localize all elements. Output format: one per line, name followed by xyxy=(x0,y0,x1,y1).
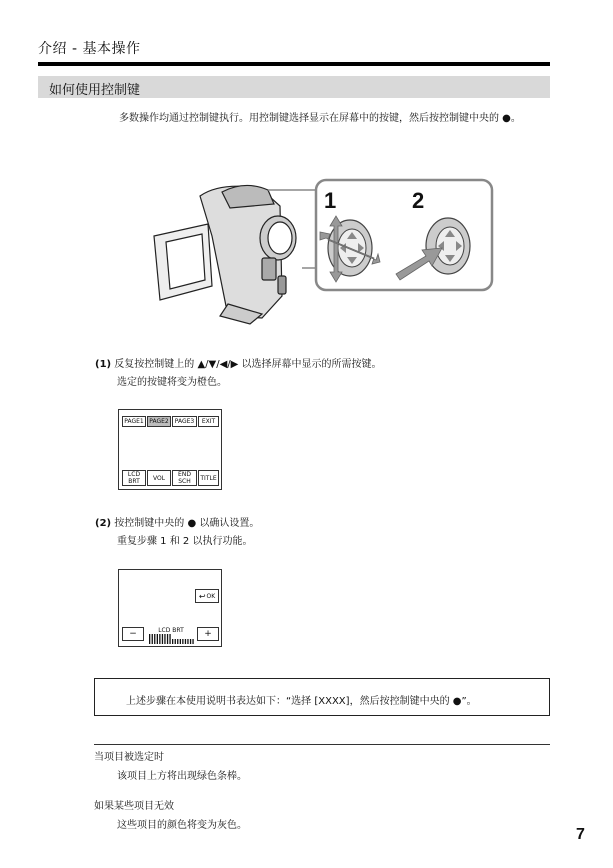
level-tick xyxy=(167,634,168,644)
step-2-number: (2) xyxy=(95,518,112,529)
level-tick xyxy=(159,634,160,644)
level-tick xyxy=(149,634,150,644)
tips-divider xyxy=(94,744,550,745)
return-icon: ↩ xyxy=(198,591,206,601)
screen-page-menu xyxy=(118,409,222,490)
minus-button[interactable]: − xyxy=(122,627,144,641)
title-button[interactable]: TITLE xyxy=(198,470,219,486)
tab-page3[interactable]: PAGE3 xyxy=(172,416,197,427)
level-tick xyxy=(154,634,155,644)
header-rule xyxy=(38,62,550,66)
step-1 xyxy=(95,356,382,374)
step-2 xyxy=(95,515,259,533)
level-tick xyxy=(164,634,165,644)
figure-label-1: 1 xyxy=(324,188,337,213)
lcd-brt-button[interactable]: LCD BRT xyxy=(122,470,146,486)
level-tick xyxy=(192,639,193,644)
level-tick xyxy=(162,634,163,644)
step-1-line1: 反复按控制键上的 ▲/▼/◀/▶ 以选择屏幕中显示的所需按键。 xyxy=(114,359,382,370)
level-tick xyxy=(180,639,181,644)
tip-body-invalid: 这些项目的颜色将变为灰色。 xyxy=(117,820,247,831)
figure-label-2: 2 xyxy=(412,188,425,213)
tab-page2[interactable]: PAGE2 xyxy=(147,416,171,427)
step-2-line2: 重复步骤 1 和 2 以执行功能。 xyxy=(117,536,253,547)
level-tick xyxy=(172,639,173,644)
intro-paragraph: 多数操作均通过控制键执行。用控制键选择显示在屏幕中的按键，然后按控制键中央的 ●。 xyxy=(119,113,521,124)
step-1-number: (1) xyxy=(95,359,112,370)
level-tick xyxy=(187,639,188,644)
ok-button[interactable] xyxy=(195,589,219,603)
level-tick xyxy=(182,639,183,644)
page-number: 7 xyxy=(576,826,585,843)
tip-heading-invalid: 如果某些项目无效 xyxy=(94,801,174,812)
camcorder-illustration xyxy=(150,176,495,328)
plus-button[interactable]: + xyxy=(197,627,219,641)
level-tick xyxy=(152,634,153,644)
level-tick xyxy=(157,634,158,644)
note-text: 上述步骤在本使用说明书表达如下：“选择 [XXXX]，然后按控制键中央的 ●”。 xyxy=(126,696,477,707)
level-tick xyxy=(185,639,186,644)
step-2-line1: 按控制键中央的 ● 以确认设置。 xyxy=(114,518,260,529)
tip-body-selected: 该项目上方将出现绿色条棒。 xyxy=(117,771,247,782)
ok-label: OK xyxy=(206,592,216,600)
section-title: 如何使用控制键 xyxy=(49,83,141,98)
tip-heading-selected: 当项目被选定时 xyxy=(94,752,164,763)
camcorder-icon xyxy=(154,185,296,324)
step-1-line2: 选定的按键将变为橙色。 xyxy=(117,377,227,388)
tab-page1[interactable]: PAGE1 xyxy=(122,416,146,427)
brightness-level-bar xyxy=(149,634,195,644)
level-tick xyxy=(190,639,191,644)
level-tick xyxy=(177,639,178,644)
page-header-title: 介绍 - 基本操作 xyxy=(38,41,141,57)
level-tick xyxy=(169,634,170,644)
exit-button[interactable]: EXIT xyxy=(198,416,219,427)
slider-label: LCD BRT xyxy=(158,627,184,634)
screen-lcd-brightness xyxy=(118,569,222,647)
level-tick xyxy=(175,639,176,644)
end-search-button[interactable]: END SCH xyxy=(172,470,197,486)
vol-button[interactable]: VOL xyxy=(147,470,171,486)
